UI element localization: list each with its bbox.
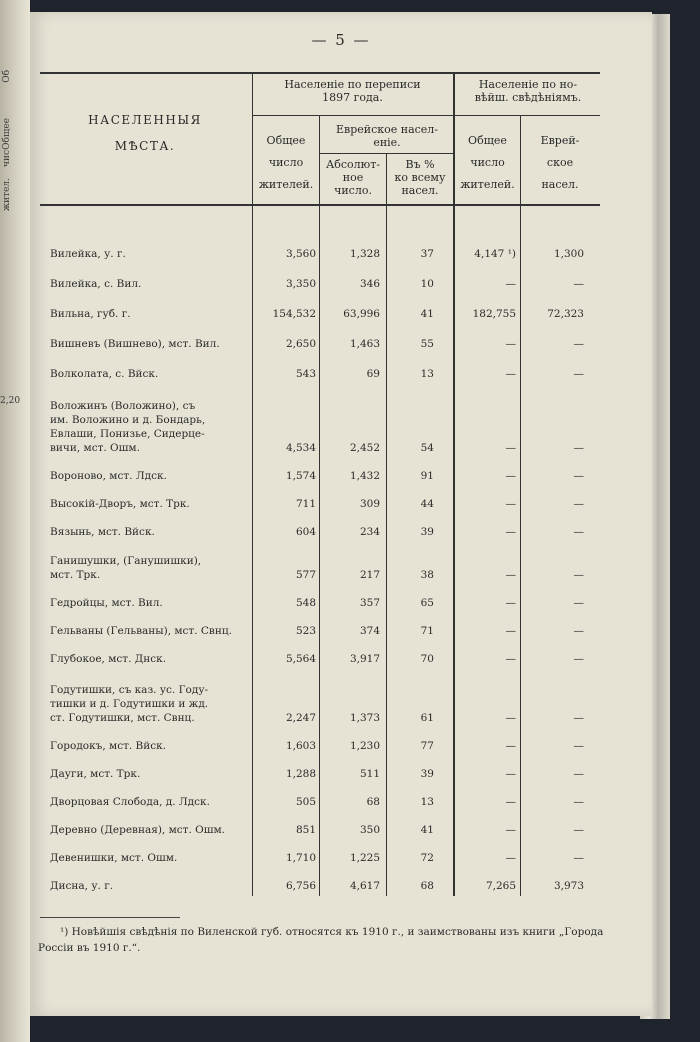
jewish-absolute: 68 <box>366 796 380 808</box>
newest-total: 182,755 <box>472 308 516 320</box>
total-population: 3,350 <box>285 278 316 290</box>
left-page-fragment: Общее <box>2 118 12 150</box>
newest-total: — <box>505 768 516 780</box>
jewish-absolute: 357 <box>359 597 380 609</box>
total-population: 505 <box>295 796 316 808</box>
total-population: 1,574 <box>285 470 316 482</box>
jewish-percent: 68 <box>420 880 434 892</box>
newest-total: — <box>505 712 516 724</box>
newest-total: 7,265 <box>485 880 516 892</box>
place-name: Вилейка, у. г. <box>50 248 126 260</box>
table-row <box>30 823 652 837</box>
total-population: 6,756 <box>285 880 316 892</box>
header-jewish: Еврейское насел- еніе. <box>335 123 439 149</box>
place-name: Городокъ, мст. Вйск. <box>50 740 167 752</box>
jewish-percent: 13 <box>420 368 434 380</box>
place-name: Ганишушки, (Ганушишки), мст. Трк. <box>50 555 202 581</box>
place-name: Глубокое, мст. Днск. <box>50 653 167 665</box>
newest-total: — <box>505 442 516 454</box>
jewish-absolute: 346 <box>359 278 380 290</box>
jewish-absolute: 1,230 <box>349 740 380 752</box>
total-population: 1,710 <box>285 852 316 864</box>
newest-jewish: — <box>573 338 584 350</box>
newest-jewish: 72,323 <box>547 308 584 320</box>
table-row <box>30 683 652 725</box>
left-page-value: 2,20 <box>0 396 21 406</box>
total-population: 1,288 <box>285 768 316 780</box>
jewish-percent: 39 <box>420 526 434 538</box>
total-population: 2,650 <box>285 338 316 350</box>
header-new-total: Общее число жителей. <box>460 134 515 191</box>
header-absolute: Абсолют- ное число. <box>325 158 381 197</box>
newest-jewish: — <box>573 796 584 808</box>
newest-jewish: — <box>573 653 584 665</box>
total-population: 851 <box>295 824 316 836</box>
table-row <box>30 596 652 610</box>
header-rule <box>252 115 600 116</box>
footnote-rule <box>40 917 180 918</box>
table-row <box>30 525 652 539</box>
jewish-absolute: 1,328 <box>349 248 380 260</box>
jewish-percent: 54 <box>420 442 434 454</box>
place-name: Девенишки, мст. Ошм. <box>50 852 178 864</box>
place-name: Высокій-Дворъ, мст. Трк. <box>50 498 190 510</box>
table-row <box>30 367 652 381</box>
jewish-percent: 61 <box>420 712 434 724</box>
header-place: НАСЕЛЕННЫЯ МѢСТА. <box>88 113 202 153</box>
jewish-percent: 72 <box>420 852 434 864</box>
place-name: Вязынь, мст. Вйск. <box>50 526 155 538</box>
table-row <box>30 307 652 321</box>
jewish-percent: 71 <box>420 625 434 637</box>
jewish-percent: 44 <box>420 498 434 510</box>
jewish-absolute: 217 <box>359 569 380 581</box>
newest-jewish: — <box>573 768 584 780</box>
newest-jewish: — <box>573 625 584 637</box>
total-population: 604 <box>295 526 316 538</box>
total-population: 548 <box>295 597 316 609</box>
table-row <box>30 652 652 666</box>
newest-total: — <box>505 278 516 290</box>
newest-total: — <box>505 740 516 752</box>
place-name: Гедройцы, мст. Вил. <box>50 597 163 609</box>
jewish-absolute: 1,463 <box>349 338 380 350</box>
left-page-fragment: Об <box>2 70 12 83</box>
place-name: Годутишки, съ каз. ус. Году- тишки и д. Годутишки и жд. ст. Годутишки, мст. Свнц. <box>50 684 209 724</box>
newest-jewish: 3,973 <box>553 880 584 892</box>
jewish-percent: 41 <box>420 308 434 320</box>
newest-jewish: — <box>573 712 584 724</box>
jewish-absolute: 69 <box>366 368 380 380</box>
table-row <box>30 767 652 781</box>
newest-jewish: — <box>573 498 584 510</box>
newest-total: — <box>505 498 516 510</box>
newest-jewish: — <box>573 569 584 581</box>
total-population: 1,603 <box>285 740 316 752</box>
place-name: Дворцовая Слобода, д. Лдск. <box>50 796 210 808</box>
newest-total: 4,147 ¹) <box>474 248 516 260</box>
table-row <box>30 739 652 753</box>
table-row <box>30 879 652 893</box>
table-row <box>30 624 652 638</box>
newest-jewish: — <box>573 526 584 538</box>
newest-jewish: 1,300 <box>553 248 584 260</box>
jewish-percent: 65 <box>420 597 434 609</box>
table-row <box>30 337 652 351</box>
newest-jewish: — <box>573 442 584 454</box>
total-population: 577 <box>295 569 316 581</box>
newest-jewish: — <box>573 597 584 609</box>
newest-jewish: — <box>573 824 584 836</box>
header-census-1897: Населеніе по переписи 1897 года. <box>284 78 421 104</box>
jewish-percent: 13 <box>420 796 434 808</box>
total-population: 543 <box>295 368 316 380</box>
newest-jewish: — <box>573 278 584 290</box>
total-population: 711 <box>295 498 316 510</box>
newest-total: — <box>505 338 516 350</box>
newest-jewish: — <box>573 740 584 752</box>
jewish-percent: 38 <box>420 569 434 581</box>
left-page-fragment: чис <box>2 150 12 167</box>
jewish-percent: 10 <box>420 278 434 290</box>
place-name: Вильна, губ. г. <box>50 308 131 320</box>
newest-total: — <box>505 852 516 864</box>
jewish-percent: 37 <box>420 248 434 260</box>
newest-total: — <box>505 470 516 482</box>
newest-jewish: — <box>573 470 584 482</box>
total-population: 5,564 <box>285 653 316 665</box>
jewish-absolute: 2,452 <box>349 442 380 454</box>
table-row <box>30 277 652 291</box>
newest-jewish: — <box>573 852 584 864</box>
jewish-absolute: 511 <box>359 768 380 780</box>
footnote: ¹) Новѣйшія свѣдѣнія по Виленской губ. относятся къ 1910 г., и заимствованы изъ книги „Города Россіи въ 1910 г.“. <box>38 926 604 954</box>
jewish-absolute: 1,373 <box>349 712 380 724</box>
table-row <box>30 795 652 809</box>
place-name: Вишневъ (Вишнево), мст. Вил. <box>50 338 220 350</box>
place-name: Волколата, с. Вйск. <box>50 368 159 380</box>
newest-total: — <box>505 653 516 665</box>
place-name: Вороново, мст. Лдск. <box>50 470 167 482</box>
newest-total: — <box>505 597 516 609</box>
header-percent: Въ % ко всему насел. <box>394 158 446 197</box>
jewish-percent: 41 <box>420 824 434 836</box>
total-population: 523 <box>295 625 316 637</box>
book-page <box>30 12 652 1016</box>
newest-total: — <box>505 796 516 808</box>
place-name: Деревно (Деревная), мст. Ошм. <box>50 824 226 836</box>
header-new-jewish: Еврей- ское насел. <box>540 134 580 191</box>
table-row <box>30 851 652 865</box>
table-row <box>30 497 652 511</box>
newest-total: — <box>505 625 516 637</box>
jewish-percent: 77 <box>420 740 434 752</box>
left-page-fragment: жител. <box>2 178 12 212</box>
table-row <box>30 554 652 582</box>
table-row <box>30 469 652 483</box>
place-name: Гельваны (Гельваны), мст. Свнц. <box>50 625 232 637</box>
jewish-percent: 39 <box>420 768 434 780</box>
table-row <box>30 399 652 455</box>
total-population: 2,247 <box>285 712 316 724</box>
header-total: Общее число жителей. <box>258 134 314 191</box>
newest-total: — <box>505 569 516 581</box>
page-number: — 5 — <box>311 31 371 49</box>
place-name: Дисна, у. г. <box>50 880 114 892</box>
jewish-percent: 70 <box>420 653 434 665</box>
newest-total: — <box>505 368 516 380</box>
place-name: Воложинъ (Воложино), съ им. Воложино и д. Бондарь, Евлаши, Понизье, Сидерце- вичи, мст. Ошм. <box>50 400 206 454</box>
header-bottom-rule <box>40 204 600 206</box>
table-row <box>30 247 652 261</box>
newest-jewish: — <box>573 368 584 380</box>
left-page-edge <box>0 0 30 1042</box>
newest-total: — <box>505 526 516 538</box>
header-newest: Населеніе по но- вѣйш. свѣдѣніямъ. <box>474 78 582 104</box>
jewish-absolute: 4,617 <box>349 880 380 892</box>
jewish-absolute: 350 <box>359 824 380 836</box>
table-top-rule <box>40 72 600 74</box>
jewish-absolute: 3,917 <box>349 653 380 665</box>
jewish-absolute: 1,225 <box>349 852 380 864</box>
jewish-absolute: 1,432 <box>349 470 380 482</box>
place-name: Дауги, мст. Трк. <box>50 768 141 780</box>
total-population: 3,560 <box>285 248 316 260</box>
place-name: Вилейка, с. Вил. <box>50 278 142 290</box>
jewish-absolute: 63,996 <box>343 308 380 320</box>
jewish-percent: 55 <box>420 338 434 350</box>
total-population: 4,534 <box>285 442 316 454</box>
jewish-percent: 91 <box>420 470 434 482</box>
jewish-absolute: 234 <box>359 526 380 538</box>
total-population: 154,532 <box>272 308 316 320</box>
newest-total: — <box>505 824 516 836</box>
jewish-absolute: 374 <box>359 625 380 637</box>
jewish-absolute: 309 <box>359 498 380 510</box>
